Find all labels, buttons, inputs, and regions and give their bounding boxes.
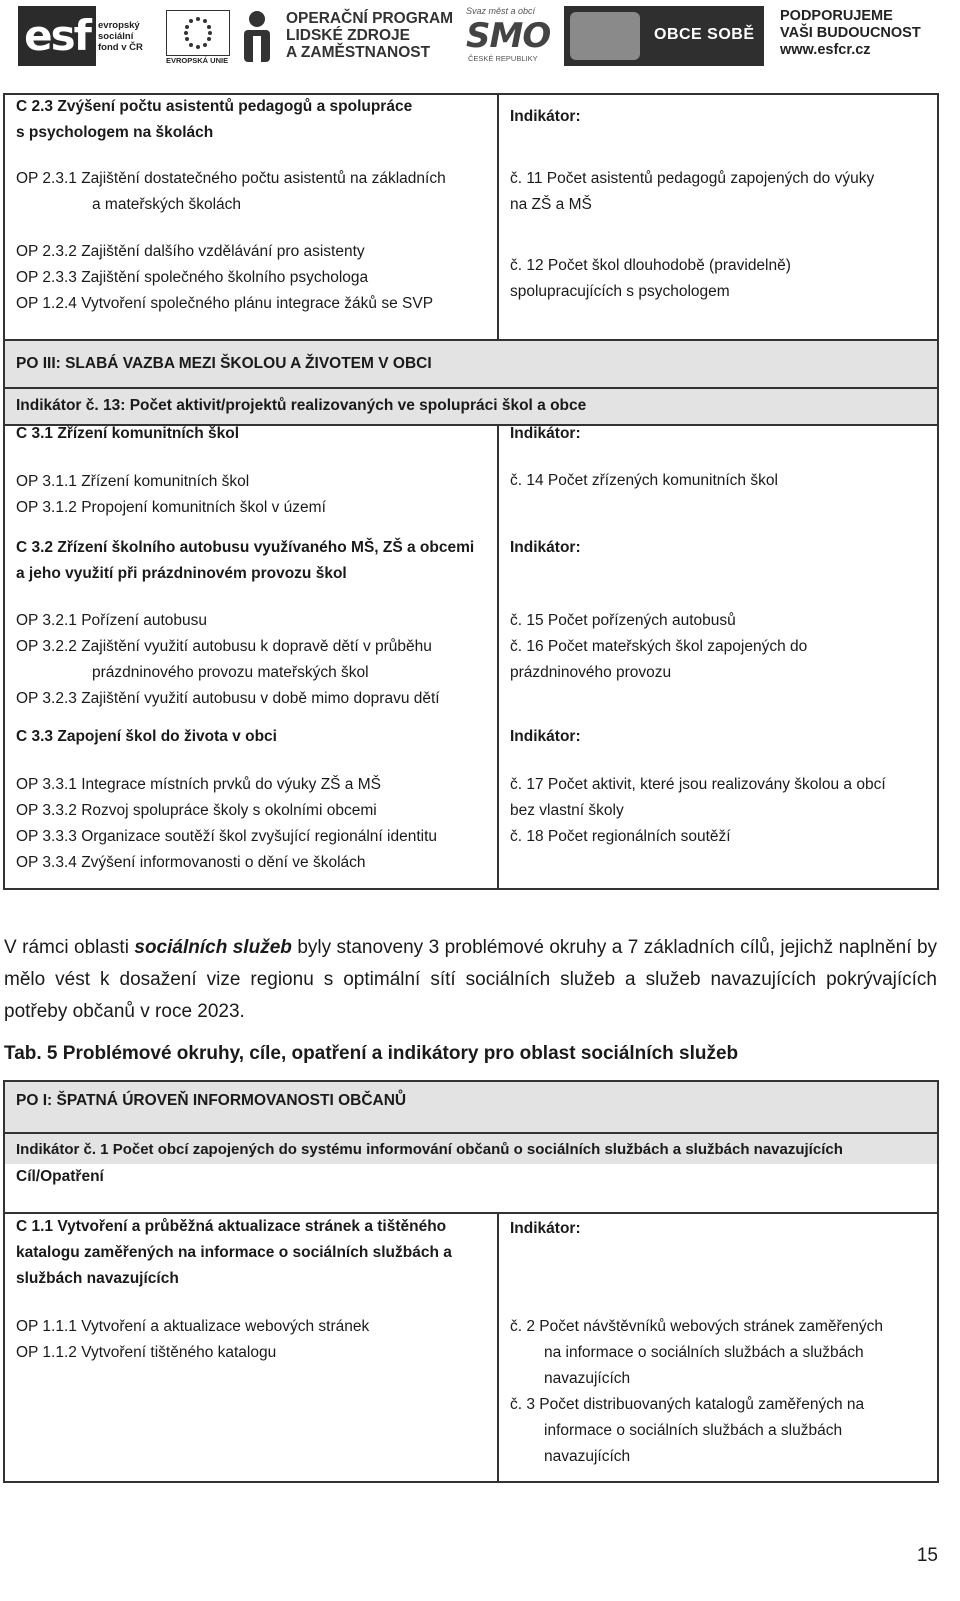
smo-bottom-text: ČESKÉ REPUBLIKY [468,54,538,63]
puzzle-icon [570,12,640,60]
indicators-c32 [510,608,807,686]
page-number: 15 [916,1545,938,1566]
measures-c11 [16,1314,369,1366]
esf-text [98,20,143,53]
esfcr-logo [780,8,921,59]
op-text [286,10,453,61]
op-lzz-logo [238,6,458,66]
table-border [3,93,5,890]
esf-text-line: sociální [98,31,134,42]
measures-c31 [16,469,326,521]
indicators-c33 [510,772,886,850]
goal-title-c11 [16,1214,452,1292]
obce-sobe-logo [564,6,764,66]
table-border [3,1080,939,1082]
measures-c23-other [16,239,433,317]
op-person-icon [238,10,276,62]
measures-c32 [16,608,440,712]
goal-title-c31: C 3.1 Zřízení komunitních škol [16,425,240,442]
indicator-12 [510,253,791,305]
table-border [937,1080,939,1483]
esf-text-line: evropský [98,20,140,31]
goal-title-line: C 2.3 Zvýšení počtu asistentů pedagogů a spolupráce [16,98,413,115]
op-text-line: A ZAMĚSTNANOST [286,44,431,61]
body-paragraph [4,932,937,1028]
measure-line: OP 1.2.4 Vytvoření společného plánu integrace žáků se SVP [16,295,434,312]
measure-line: OP 2.3.2 Zajištění dalšího vzdělávání pro asistenty [16,243,365,260]
indicator-line: č. 18 Počet regionálních soutěží [510,828,731,845]
measure-line: OP 3.3.4 Zvýšení informovanosti o dění ve školách [16,854,366,871]
indicator-11 [510,166,874,218]
measure-line: OP 3.3.3 Organizace soutěží škol zvyšující regionální identitu [16,828,438,845]
measure-line: OP 3.2.1 Pořízení autobusu [16,612,208,629]
indicator-line: č. 17 Počet aktivit, které jsou realizovány školou a obcí [510,776,886,793]
goal-title-line: a jeho využití při prázdninovém provozu škol [16,565,347,582]
po1-title: PO I: ŠPATNÁ ÚROVEŇ INFORMOVANOSTI OBČANŮ [16,1092,407,1109]
indicators-c31 [510,468,778,494]
table-border [3,339,939,341]
smo-top-text: Svaz měst a obcí [466,6,536,16]
goal-title-line: katalogu zaměřených na informace o sociálních službách a [16,1244,452,1261]
logo-header [0,0,960,75]
goal-title-line: s psychologem na školách [16,124,214,141]
table-border [3,387,939,389]
table-border [937,93,939,890]
esf-text-line: fond v ČR [98,42,143,53]
eu-caption: EVROPSKÁ UNIE [166,56,229,65]
indicator-line: č. 12 Počet škol dlouhodobě (pravidelně) [510,257,791,274]
indicator-line: č. 3 Počet distribuovaných katalogů zaměřených na [510,1396,865,1413]
indicators-c11 [510,1314,883,1470]
paragraph-text: byly stanoveny 3 problémové okruhy a 7 základních cílů, jejichž naplnění by mělo vést k dosažení vize regionu s optimální sítí sociálních služeb a služeb navazujících pokrývajících potřeby občanů v roce 2023. [4,937,938,1022]
table-border [497,424,499,890]
goal-title-c32 [16,535,474,587]
po1-indicator: Indikátor č. 1 Počet obcí zapojených do systému informování občanů o sociálních službách a službách navazujících [16,1141,843,1158]
goal-label: Cíl/Opatření [16,1168,104,1185]
obce-text: OBCE SOBĚ [654,26,755,43]
indicator-label: Indikátor: [510,728,581,745]
measure-line: OP 2.3.3 Zajištění společného školního psychologa [16,269,369,286]
indicator-line: bez vlastní školy [510,802,624,819]
esf-logo [18,6,230,66]
indicator-line: na ZŠ a MŠ [510,196,592,213]
indicator-line: č. 15 Počet pořízených autobusů [510,612,736,629]
indicator-line: č. 14 Počet zřízených komunitních škol [510,472,778,489]
goal-title-line: C 1.1 Vytvoření a průběžná aktualizace stránek a tištěného [16,1218,447,1235]
measure-line: OP 1.1.2 Vytvoření tištěného katalogu [16,1344,277,1361]
measure-line: OP 3.2.3 Zajištění využití autobusu v době mimo dopravu dětí [16,690,440,707]
po3-title: PO III: SLABÁ VAZBA MEZI ŠKOLOU A ŽIVOTEM V OBCI [16,355,432,372]
measure-line: OP 3.1.2 Propojení komunitních škol v území [16,499,326,516]
indicator-line: informace o sociálních službách a službách [544,1422,843,1439]
eu-stars-icon [167,11,229,55]
measure-line: OP 3.3.2 Rozvoj spolupráce školy s okolními obcemi [16,802,377,819]
goal-title-line: C 3.2 Zřízení školního autobusu využívaného MŠ, ZŠ a obcemi [16,539,475,556]
indicator-line: prázdninového provozu [510,664,672,681]
goal-title-c23 [16,94,412,146]
table-border [497,1212,499,1483]
indicator-label: Indikátor: [510,108,581,125]
table-border [3,1080,5,1483]
indicator-line: č. 2 Počet návštěvníků webových stránek zaměřených [510,1318,884,1335]
paragraph-emphasis: sociálních služeb [134,937,292,958]
po3-indicator: Indikátor č. 13: Počet aktivit/projektů realizovaných ve spolupráci škol a obce [16,397,587,414]
table-caption: Tab. 5 Problémové okruhy, cíle, opatření a indikátory pro oblast sociálních služeb [4,1043,739,1064]
indicator-line: navazujících [544,1370,631,1387]
smo-big-text: SMO [466,16,551,56]
esfcr-text-line: VAŠI BUDOUCNOST [780,25,921,41]
measure-line: a mateřských školách [92,196,242,213]
table-border [3,1481,939,1483]
goal-title-line: službách navazujících [16,1270,179,1287]
measure-line: OP 2.3.1 Zajištění dostatečného počtu asistentů na základních [16,170,446,187]
esf-mark: esf [18,6,96,66]
eu-flag-icon [166,10,230,56]
indicator-label: Indikátor: [510,1220,581,1237]
indicator-line: navazujících [544,1448,631,1465]
measure-line: OP 1.1.1 Vytvoření a aktualizace webových stránek [16,1318,370,1335]
indicator-line: spolupracujících s psychologem [510,283,730,300]
indicator-label: Indikátor: [510,425,581,442]
measure-line: OP 3.1.1 Zřízení komunitních škol [16,473,250,490]
paragraph-text: V rámci oblasti [4,937,135,958]
measure-line: OP 3.3.1 Integrace místních prvků do výuky ZŠ a MŠ [16,776,381,793]
table-border [497,93,499,341]
measures-c33 [16,772,437,876]
table-border [3,1132,939,1134]
indicator-line: na informace o sociálních službách a službách [544,1344,864,1361]
measure-line: prázdninového provozu mateřských škol [92,664,369,681]
smo-logo [466,6,556,66]
esfcr-text-line: www.esfcr.cz [780,42,871,58]
indicator-label: Indikátor: [510,539,581,556]
indicator-line: č. 11 Počet asistentů pedagogů zapojených do výuky [510,170,875,187]
table-border [3,888,939,890]
esfcr-text-line: PODPORUJEME [780,8,893,24]
goal-title-c33: C 3.3 Zapojení škol do života v obci [16,728,277,745]
measure-line: OP 3.2.2 Zajištění využití autobusu k dopravě dětí v průběhu [16,638,432,655]
measure-op231 [16,166,446,218]
indicator-line: č. 16 Počet mateřských škol zapojených do [510,638,808,655]
op-text-line: LIDSKÉ ZDROJE [286,27,411,44]
op-text-line: OPERAČNÍ PROGRAM [286,10,454,27]
